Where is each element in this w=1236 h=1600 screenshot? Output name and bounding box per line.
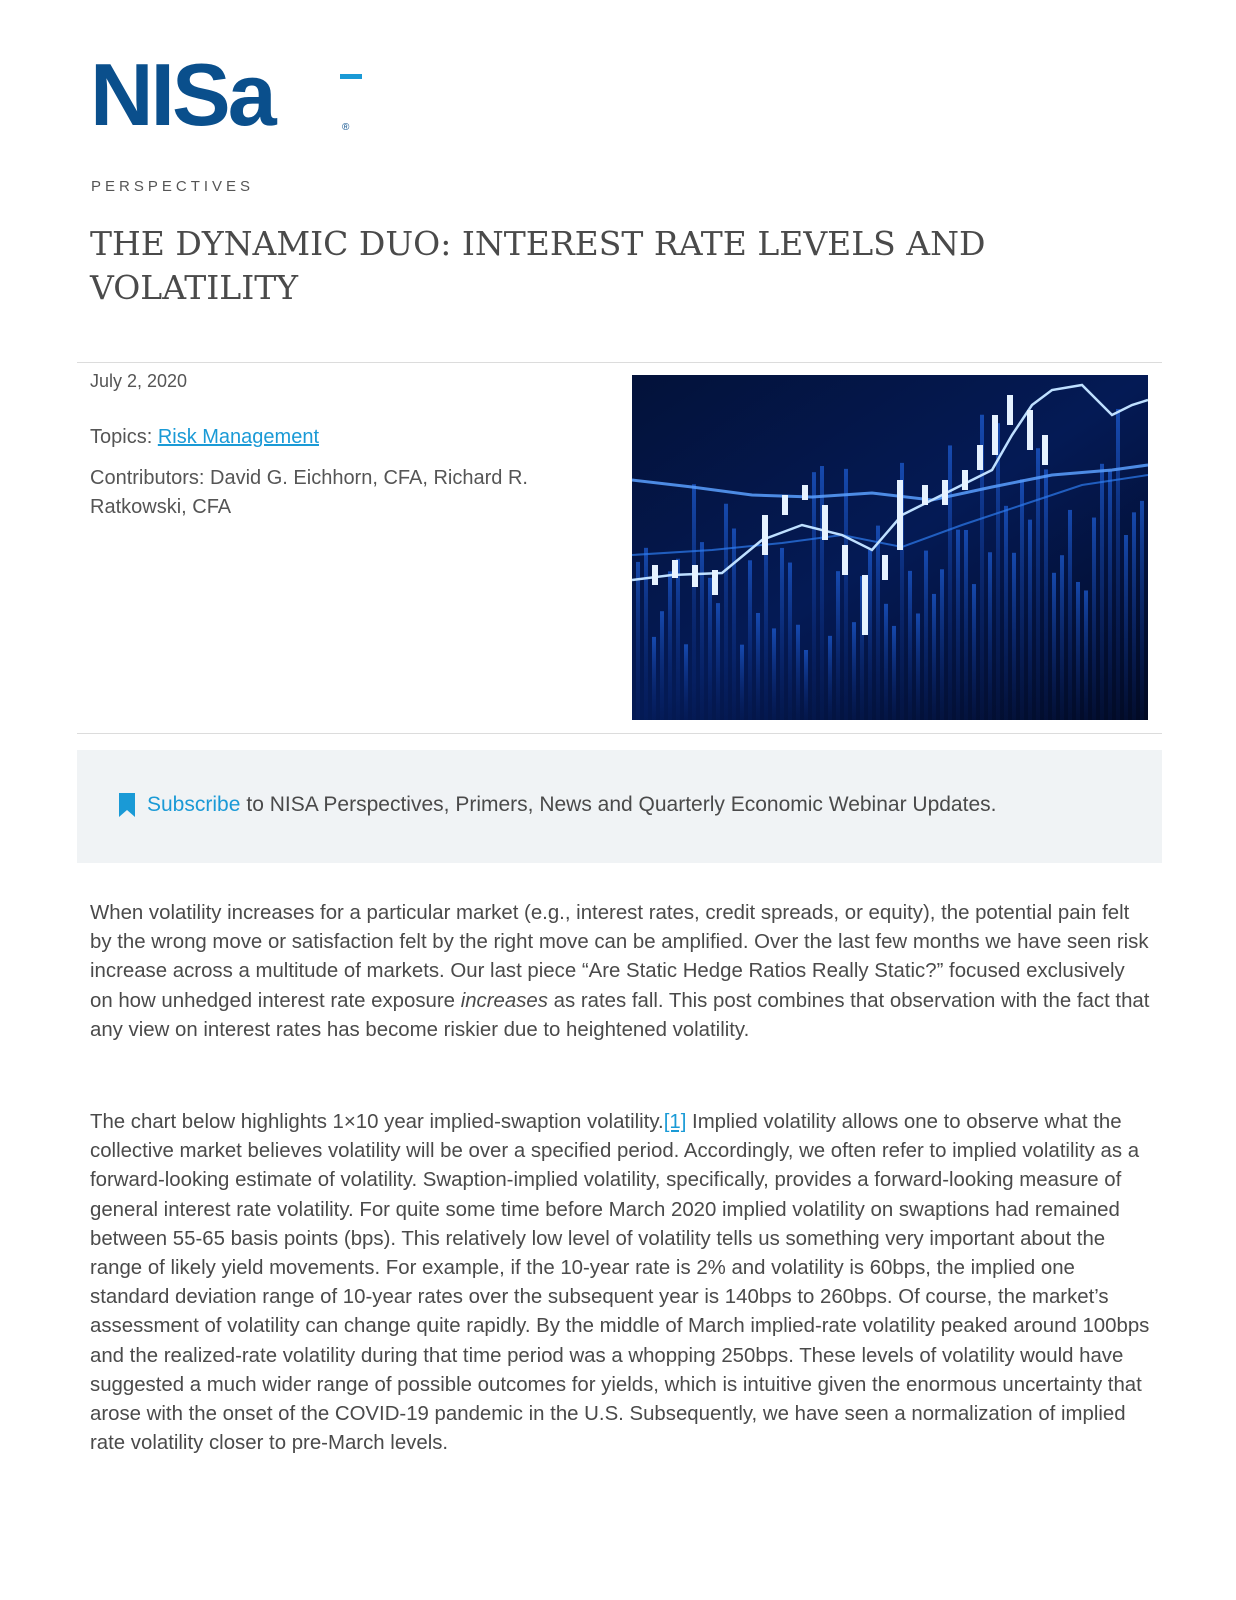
hero-bar [1020,479,1024,720]
hero-bar [868,550,872,720]
hero-bar [700,542,704,720]
hero-bar [1116,409,1120,720]
hero-bar [1044,469,1048,720]
hero-bar [948,445,952,720]
hero-bar [916,613,920,720]
hero-candle [977,445,983,470]
hero-bar [1068,510,1072,720]
hero-bar [852,622,856,720]
hero-bar [796,625,800,720]
hero-candle [762,515,768,555]
divider-top [77,362,1162,363]
hero-bar [884,604,888,720]
hero-image [632,375,1148,720]
svg-text:®: ® [342,122,350,133]
footnote-link-1[interactable]: [1] [663,1111,687,1133]
hero-bar [836,571,840,720]
svg-text:NISa: NISa [90,50,274,135]
hero-candle [712,570,718,595]
hero-candle [652,565,658,585]
hero-bar [772,628,776,720]
subscribe-link[interactable]: Subscribe [147,793,241,816]
hero-bar [684,644,688,720]
hero-bar [1012,553,1016,720]
hero-candle [822,505,828,540]
hero-bar [940,569,944,720]
hero-bar [804,650,808,720]
hero-bar [1028,520,1032,720]
hero-candle [962,470,968,490]
hero-bar [1052,573,1056,720]
hero-candle [862,575,868,635]
section-label: PERSPECTIVES [91,178,255,195]
hero-bar [844,469,848,720]
hero-candle [672,560,678,578]
hero-bar [1004,506,1008,720]
hero-bar [644,548,648,720]
hero-bar [1076,582,1080,720]
hero-bar [732,529,736,720]
hero-bar [756,613,760,720]
hero-bar [1140,501,1144,720]
hero-candle [802,485,808,500]
hero-bar [1060,555,1064,720]
hero-bar [1092,518,1096,720]
hero-bar [924,551,928,720]
hero-bar [780,548,784,720]
hero-bar [748,560,752,720]
hero-bar [892,626,896,720]
bookmark-icon [119,793,135,817]
page-title: THE DYNAMIC DUO: INTEREST RATE LEVELS AND VOLATILITY [90,224,986,307]
hero-bar [972,584,976,720]
contributors: Contributors: David G. Eichhorn, CFA, Richard R. Ratkowski, CFA [90,467,528,518]
subscribe-text: to NISA Perspectives, Primers, News and Quarterly Economic Webinar Updates. [246,793,997,816]
hero-bar [660,611,664,720]
hero-candle [842,545,848,575]
hero-bar [876,526,880,720]
body-paragraph-2: The chart below highlights 1×10 year implied-swaption volatility.[1] Implied volatility allows one to observe what the collective market believes volatility will be over a specified period. Accordingly, we often refer to implied volatility as a forward-looking estimate of volatility. Swaption-implied volatility, specifically, provides a forward-looking measure of general interest rate volatility. For quite some time before March 2020 implied volatility on swaptions had remained between 55-65 basis points (bps). This relatively low level of volatility tells us something very important about the range of likely yield movements. For example, if the 10-year rate is 2% and volatility is 60bps, the implied one standard deviation range of 10-year rates over the subsequent year is 140bps to 260bps. Of course, the market’s assessment of volatility can change quite rapidly. By the middle of March implied-rate volatility peaked around 100bps and the realized-rate volatility during that time period was a whopping 250bps. These levels of volatility would have suggested a much wider range of possible outcomes for yields, which is intuitive given the enormous uncertainty that arose with the onset of the COVID-19 pandemic in the U.S. Subsequently, we have seen a normalization of implied rate volatility closer to pre-March levels. [90,1111,1150,1455]
hero-bar [828,636,832,720]
hero-bar [1100,464,1104,720]
hero-bar [716,603,720,720]
hero-bar [1108,471,1112,720]
hero-bar [1132,512,1136,720]
hero-bar [812,472,816,720]
hero-bar [676,559,680,720]
hero-bar [956,530,960,720]
hero-bar [788,563,792,720]
hero-bar [636,562,640,720]
hero-bar [988,552,992,720]
hero-candle [992,415,998,455]
hero-candle [922,485,928,505]
publish-date: July 2, 2020 [90,371,188,391]
hero-candle [1027,410,1033,450]
hero-bar [1036,448,1040,720]
subscribe-row [119,793,996,817]
hero-bar [820,466,824,720]
hero-candle [942,480,948,505]
hero-bar [908,571,912,720]
hero-bar [724,504,728,720]
hero-bar [1124,535,1128,720]
hero-candle [1042,435,1048,465]
body-paragraph-1: When volatility increases for a particular market (e.g., interest rates, credit spreads, or equity), the potential pain felt by the wrong move or satisfaction felt by the right move can be amplified. Over the last few months we have seen risk increase across a multitude of markets. Our last piece “Are Static Hedge Ratios Really Static?” focused exclusively on how unhedged interest rate exposure increases as rates fall. This post combines that observation with the fact that any view on interest rates has become riskier due to heightened volatility. [90,902,1150,1041]
hero-bar [652,637,656,720]
hero-candle [897,480,903,550]
hero-bar [668,571,672,720]
hero-bar [740,645,744,720]
hero-bar [996,423,1000,720]
hero-bar [692,484,696,720]
nisa-logo[interactable] [90,50,365,135]
hero-candle [1007,395,1013,425]
hero-bar [708,578,712,720]
subscribe-banner [77,750,1162,863]
divider-bottom [77,733,1162,734]
topics-label: Topics: [90,426,153,448]
hero-bar [932,594,936,720]
topics-line [90,426,319,449]
hero-candle [782,495,788,515]
topic-link-risk-management[interactable]: Risk Management [157,426,319,448]
hero-candle [692,565,698,587]
hero-candle [882,555,888,580]
hero-bar [1084,590,1088,720]
hero-bar [964,530,968,720]
